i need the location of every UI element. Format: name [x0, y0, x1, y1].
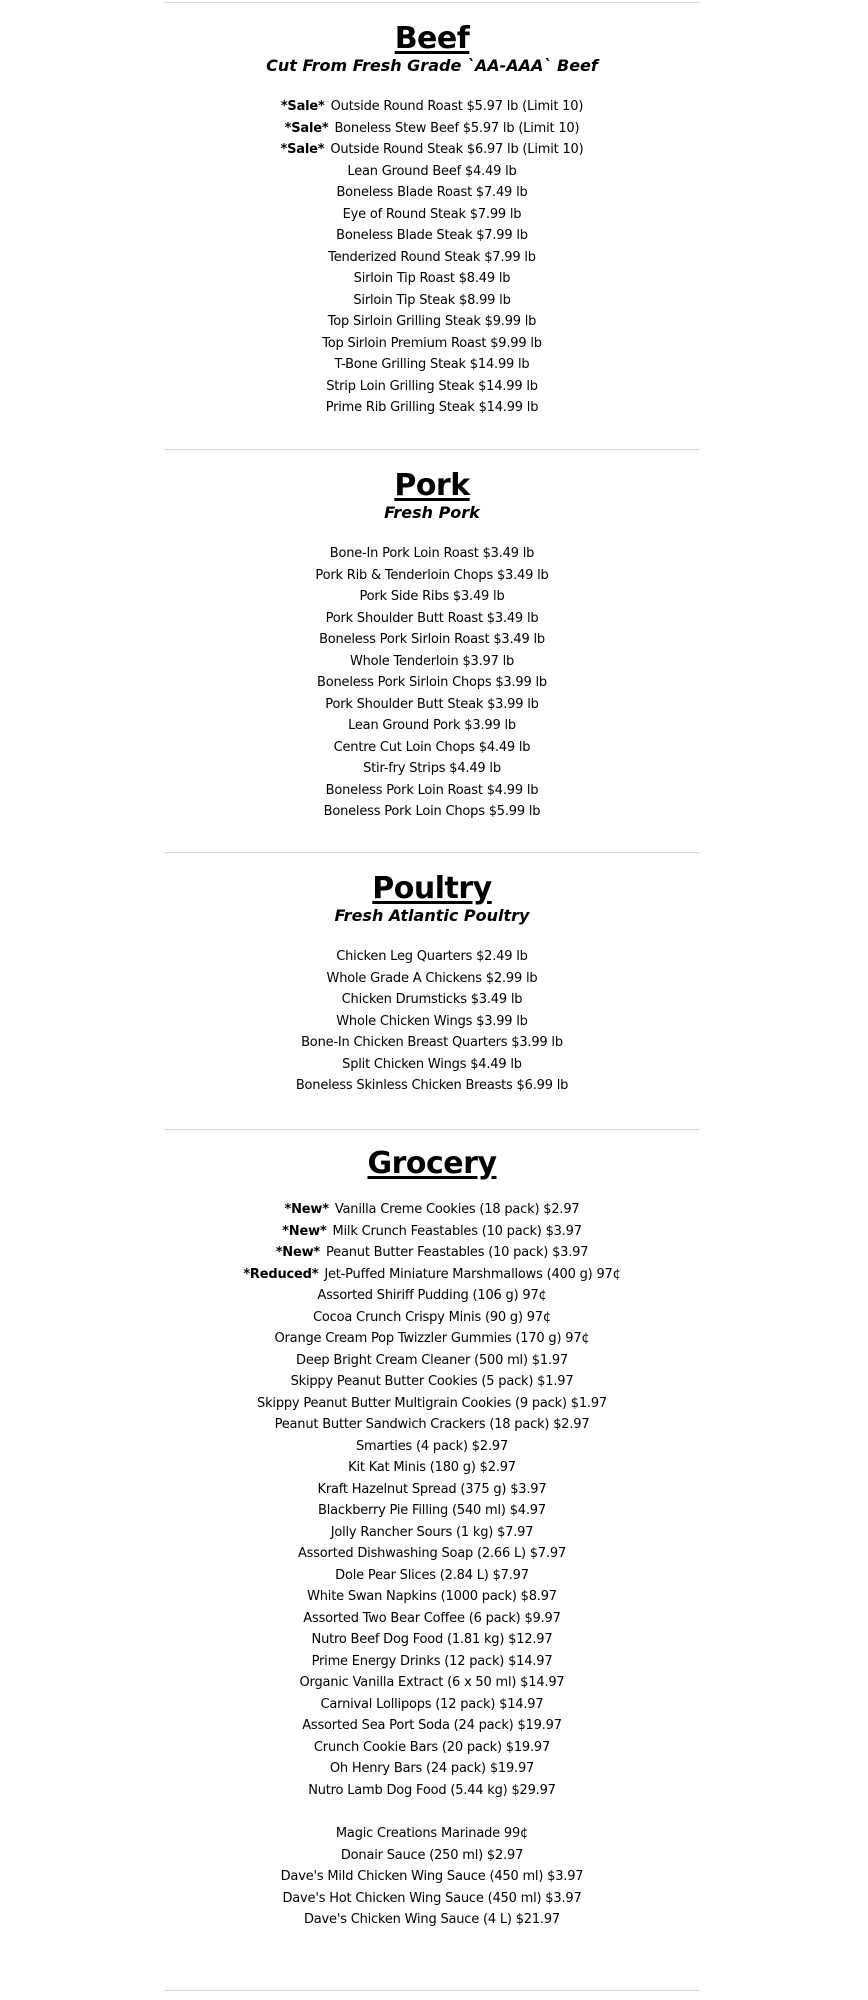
list-item: [164, 1845, 700, 1867]
list-item: [164, 1393, 700, 1415]
list-item: [164, 1221, 700, 1243]
item-text: Peanut Butter Sandwich Crackers (18 pack) $2.97: [274, 1417, 590, 1432]
item-text: Pork Shoulder Butt Roast $3.49 lb: [325, 610, 539, 626]
item-text: Skippy Peanut Butter Cookies (5 pack) $1.97: [290, 1374, 574, 1389]
list-item: [164, 1075, 700, 1097]
grocery-section: [164, 1147, 700, 1931]
list-item: [164, 1758, 700, 1780]
list-item: [164, 1780, 700, 1802]
list-item: [164, 672, 700, 694]
item-text: Skippy Peanut Butter Multigrain Cookies (9 pack) $1.97: [257, 1395, 607, 1411]
list-item: [164, 780, 700, 802]
list-item: [164, 96, 700, 118]
list-item: [164, 247, 700, 269]
list-item: [164, 1694, 700, 1716]
item-text: Nutro Beef Dog Food (1.81 kg) $12.97: [311, 1632, 553, 1647]
item-text: Boneless Blade Roast $7.49 lb: [336, 185, 528, 200]
promo-tag: *New*: [282, 1223, 327, 1239]
item-text: Deep Bright Cream Cleaner (500 ml) $1.97: [296, 1352, 568, 1368]
list-item: [164, 715, 700, 737]
list-item: [164, 1823, 700, 1845]
list-item: [164, 1414, 700, 1436]
list-item: [164, 1672, 700, 1694]
promo-tag: *New*: [275, 1245, 321, 1260]
item-text: Dave's Chicken Wing Sauce (4 L) $21.97: [303, 1912, 560, 1927]
price-list: [164, 946, 700, 1097]
item-text: Top Sirloin Grilling Steak $9.99 lb: [327, 314, 537, 329]
item-text: Cocoa Crunch Crispy Minis (90 g) 97¢: [313, 1309, 551, 1325]
item-text: Peanut Butter Feastables (10 pack) $3.97: [326, 1245, 589, 1260]
pork-section: [164, 469, 700, 823]
list-item: [164, 1011, 700, 1033]
item-text: Centre Cut Loin Chops $4.49 lb: [333, 739, 531, 755]
list-item: [164, 1054, 700, 1076]
item-text: Blackberry Pie Filling (540 ml) $4.97: [318, 1503, 546, 1518]
list-item: [164, 1264, 700, 1286]
item-text: Sirloin Tip Roast $8.49 lb: [353, 271, 511, 286]
item-text: Vanilla Creme Cookies (18 pack) $2.97: [334, 1202, 580, 1217]
promo-tag: *New*: [284, 1202, 329, 1217]
item-text: Kit Kat Minis (180 g) $2.97: [348, 1460, 516, 1475]
divider: [164, 2, 700, 3]
item-text: Boneless Pork Sirloin Chops $3.99 lb: [317, 675, 547, 690]
list-item: [164, 1888, 700, 1910]
list-item: [164, 376, 700, 398]
item-text: Boneless Pork Loin Roast $4.99 lb: [325, 782, 539, 798]
item-text: Bone-In Chicken Breast Quarters $3.99 lb: [301, 1035, 563, 1050]
item-text: Assorted Shiriff Pudding (106 g) 97¢: [317, 1288, 547, 1303]
list-item: [164, 1715, 700, 1737]
list-item: [164, 290, 700, 312]
divider: [164, 852, 700, 853]
list-item: [164, 1543, 700, 1565]
list-item: [164, 1307, 700, 1329]
item-text: Lean Ground Beef $4.49 lb: [347, 163, 517, 179]
list-item: [164, 1522, 700, 1544]
list-item: [164, 801, 700, 823]
item-text: Orange Cream Pop Twizzler Gummies (170 g) 97¢: [274, 1331, 590, 1346]
item-text: Boneless Pork Sirloin Roast $3.49 lb: [319, 632, 545, 647]
list-item: [164, 397, 700, 419]
item-text: Strip Loin Grilling Steak $14.99 lb: [326, 378, 538, 394]
item-text: Outside Round Steak $6.97 lb (Limit 10): [330, 142, 584, 157]
section-subtitle: Fresh Pork: [384, 503, 480, 522]
list-item: [164, 139, 700, 161]
item-text: Prime Energy Drinks (12 pack) $14.97: [311, 1653, 553, 1669]
list-item: [164, 989, 700, 1011]
section-title: Pork: [394, 468, 470, 503]
item-text: Nutro Lamb Dog Food (5.44 kg) $29.97: [308, 1782, 556, 1798]
item-text: Whole Chicken Wings $3.99 lb: [336, 1013, 528, 1029]
list-item: [164, 758, 700, 780]
item-text: Tenderized Round Steak $7.99 lb: [328, 249, 536, 265]
item-text: Top Sirloin Premium Roast $9.99 lb: [322, 335, 542, 351]
section-title: Beef: [394, 21, 470, 56]
item-text: Jolly Rancher Sours (1 kg) $7.97: [330, 1524, 534, 1540]
item-text: Milk Crunch Feastables (10 pack) $3.97: [332, 1223, 582, 1239]
item-text: Organic Vanilla Extract (6 x 50 ml) $14.97: [299, 1675, 565, 1690]
item-text: Chicken Leg Quarters $2.49 lb: [336, 949, 528, 964]
item-text: Jet-Puffed Miniature Marshmallows (400 g) 97¢: [324, 1266, 621, 1282]
item-text: Pork Shoulder Butt Steak $3.99 lb: [325, 696, 539, 712]
item-text: Assorted Dishwashing Soap (2.66 L) $7.97: [297, 1546, 567, 1561]
list-item: [164, 651, 700, 673]
section-subtitle: Fresh Atlantic Poultry: [334, 906, 530, 925]
list-item: [164, 1651, 700, 1673]
list-item: [164, 586, 700, 608]
item-text: Pork Side Ribs $3.49 lb: [359, 589, 505, 604]
item-text: Dave's Hot Chicken Wing Sauce (450 ml) $3.97: [282, 1890, 582, 1906]
list-item: [164, 204, 700, 226]
list-item: [164, 1909, 700, 1931]
item-text: Boneless Pork Loin Chops $5.99 lb: [323, 804, 541, 819]
promo-tag: *Reduced*: [243, 1266, 319, 1282]
divider: [164, 1990, 700, 1991]
list-item: [164, 1032, 700, 1054]
item-text: Pork Rib & Tenderloin Chops $3.49 lb: [315, 567, 549, 583]
item-text: Kraft Hazelnut Spread (375 g) $3.97: [317, 1481, 547, 1497]
beef-section: [164, 22, 700, 419]
list-item: [164, 333, 700, 355]
list-item: [164, 1866, 700, 1888]
divider: [164, 449, 700, 450]
sauce-list: [164, 1823, 700, 1931]
list-item: [164, 354, 700, 376]
list-item: [164, 1328, 700, 1350]
list-item: [164, 543, 700, 565]
item-text: Stir-fry Strips $4.49 lb: [363, 761, 501, 776]
list-item: [164, 1565, 700, 1587]
list-item: [164, 161, 700, 183]
item-text: Dave's Mild Chicken Wing Sauce (450 ml) $3.97: [280, 1869, 584, 1884]
item-text: Magic Creations Marinade 99¢: [335, 1826, 529, 1841]
list-item: [164, 268, 700, 290]
promo-tag: *Sale*: [284, 120, 329, 136]
poultry-section: [164, 872, 700, 1097]
item-text: White Swan Napkins (1000 pack) $8.97: [307, 1589, 557, 1604]
list-item: [164, 1608, 700, 1630]
list-item: [164, 1500, 700, 1522]
item-text: Eye of Round Steak $7.99 lb: [342, 206, 522, 222]
price-list: [164, 96, 700, 419]
item-text: Crunch Cookie Bars (20 pack) $19.97: [313, 1739, 551, 1755]
item-text: Dole Pear Slices (2.84 L) $7.97: [335, 1567, 529, 1583]
list-item: [164, 118, 700, 140]
list-item: [164, 608, 700, 630]
price-list: [164, 1199, 700, 1801]
item-text: Carnival Lollipops (12 pack) $14.97: [320, 1696, 544, 1712]
list-item: [164, 629, 700, 651]
list-item: [164, 1242, 700, 1264]
list-item: [164, 1436, 700, 1458]
divider: [164, 1129, 700, 1130]
list-item: [164, 694, 700, 716]
list-item: [164, 737, 700, 759]
list-item: [164, 182, 700, 204]
item-text: Sirloin Tip Steak $8.99 lb: [353, 292, 511, 308]
item-text: Oh Henry Bars (24 pack) $19.97: [329, 1761, 535, 1776]
list-item: [164, 311, 700, 333]
section-title: Poultry: [372, 871, 492, 906]
list-item: [164, 565, 700, 587]
list-item: [164, 1457, 700, 1479]
list-item: [164, 1629, 700, 1651]
section-title: Grocery: [367, 1146, 497, 1181]
item-text: Assorted Sea Port Soda (24 pack) $19.97: [302, 1718, 562, 1733]
promo-tag: *Sale*: [280, 99, 325, 114]
list-item: [164, 225, 700, 247]
item-text: Bone-In Pork Loin Roast $3.49 lb: [329, 546, 535, 561]
item-text: T-Bone Grilling Steak $14.99 lb: [334, 357, 530, 372]
price-list: [164, 543, 700, 823]
item-text: Chicken Drumsticks $3.49 lb: [341, 992, 523, 1007]
list-item: [164, 1371, 700, 1393]
section-subtitle: Cut From Fresh Grade `AA-AAA` Beef: [266, 56, 598, 75]
item-text: Boneless Blade Steak $7.99 lb: [336, 228, 528, 243]
promo-tag: *Sale*: [280, 142, 325, 157]
item-text: Whole Tenderloin $3.97 lb: [349, 653, 515, 669]
list-item: [164, 1586, 700, 1608]
list-item: [164, 1285, 700, 1307]
item-text: Donair Sauce (250 ml) $2.97: [340, 1847, 524, 1863]
item-text: Boneless Stew Beef $5.97 lb (Limit 10): [334, 120, 580, 136]
item-text: Prime Rib Grilling Steak $14.99 lb: [325, 400, 539, 415]
list-item: [164, 1737, 700, 1759]
list-item: [164, 946, 700, 968]
item-text: Assorted Two Bear Coffee (6 pack) $9.97: [303, 1610, 561, 1626]
item-text: Boneless Skinless Chicken Breasts $6.99 lb: [295, 1078, 569, 1093]
list-item: [164, 1350, 700, 1372]
item-text: Whole Grade A Chickens $2.99 lb: [326, 970, 538, 986]
item-text: Outside Round Roast $5.97 lb (Limit 10): [330, 99, 584, 114]
list-item: [164, 1199, 700, 1221]
list-item: [164, 968, 700, 990]
item-text: Smarties (4 pack) $2.97: [355, 1438, 509, 1454]
spacer: [164, 1801, 700, 1823]
item-text: Split Chicken Wings $4.49 lb: [342, 1056, 522, 1072]
item-text: Lean Ground Pork $3.99 lb: [348, 718, 516, 733]
list-item: [164, 1479, 700, 1501]
